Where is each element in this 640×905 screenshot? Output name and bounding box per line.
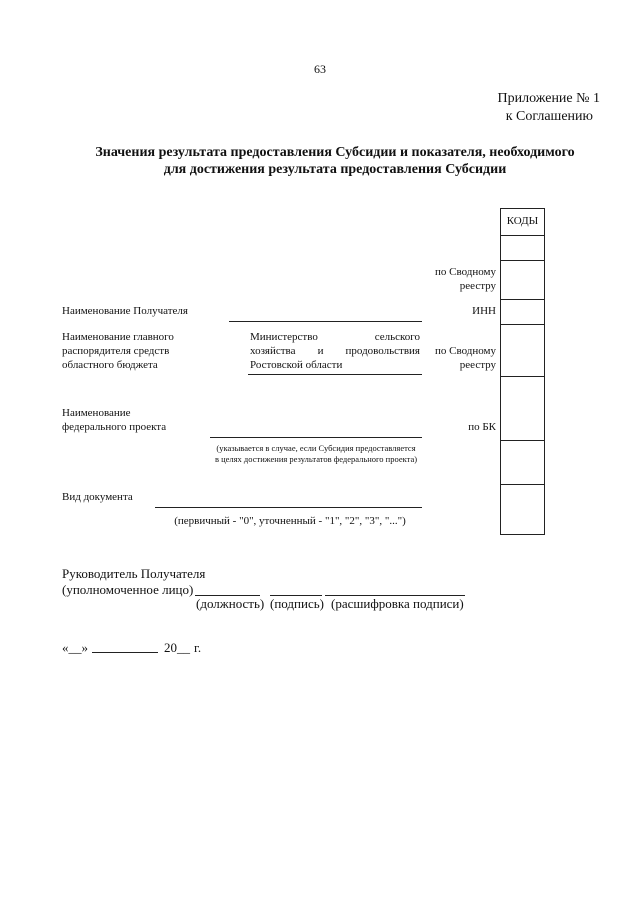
svodny-reestr-2-line-2: реестру — [459, 359, 496, 371]
date-month-line — [92, 652, 158, 653]
recipient-name-line — [229, 321, 422, 322]
ministry-word-5: продовольствия — [345, 345, 420, 357]
bk-label: по БК — [468, 421, 496, 433]
ministry-word-3: хозяйства — [250, 345, 296, 357]
fed-project-line-2: федерального проекта — [62, 421, 167, 433]
gr-main-line-2: распорядителя средств — [62, 345, 170, 357]
ministry-word-1: Министерство — [250, 331, 318, 343]
codes-cell-svodny-2 — [501, 324, 544, 376]
fed-note-line-1: (указывается в случае, если Субсидия предоставляется — [216, 443, 416, 453]
decode-caption: (расшифровка подписи) — [331, 596, 464, 611]
ministry-underline — [248, 374, 422, 375]
doc-type-note: (первичный - "0", уточненный - "1", "2", "3", "...") — [174, 515, 406, 527]
codes-cell-blank — [501, 440, 544, 484]
fed-project-line — [210, 437, 422, 438]
codes-cell-doc-type — [501, 484, 544, 534]
ministry-word-4: и — [317, 345, 324, 357]
codes-table — [500, 208, 545, 535]
ministry-line-1 — [250, 330, 420, 344]
gr-main-line-3: областного бюджета — [62, 359, 158, 371]
ministry-line-2 — [250, 344, 420, 358]
codes-cell-bk — [501, 376, 544, 440]
gr-main-line-1: Наименование главного — [62, 331, 174, 343]
codes-header: КОДЫ — [506, 215, 539, 227]
date-year: 20__ — [164, 640, 190, 655]
doc-type-line — [155, 507, 422, 508]
signature-line-1: Руководитель Получателя — [62, 566, 206, 581]
svodny-reestr-1-line-1: по Сводному — [434, 266, 496, 278]
ministry-line-3: Ростовской области — [250, 359, 343, 371]
doc-type-label: Вид документа — [62, 491, 133, 503]
date-day: «__» — [62, 640, 88, 655]
position-caption: (должность) — [196, 596, 265, 611]
title-line-2: для достижения результата предоставления Субсидии — [163, 162, 507, 177]
svodny-reestr-2-line-1: по Сводному — [434, 345, 496, 357]
title-line-1: Значения результата предоставления Субсидии и показателя, необходимого — [95, 145, 575, 160]
ministry-word-2: сельского — [374, 331, 420, 343]
recipient-name-label: Наименование Получателя — [62, 305, 188, 317]
codes-cell-1 — [501, 235, 544, 260]
codes-cell-svodny-1 — [501, 260, 544, 299]
date-suffix: г. — [194, 640, 202, 655]
appendix-line-1: Приложение № 1 — [497, 91, 600, 106]
codes-cell-inn — [501, 299, 544, 324]
fed-project-line-1: Наименование — [62, 407, 131, 419]
appendix-line-2: к Соглашению — [505, 109, 593, 124]
inn-label: ИНН — [472, 305, 496, 317]
svodny-reestr-1-line-2: реестру — [459, 280, 496, 292]
signature-line-2: (уполномоченное лицо) — [62, 582, 194, 597]
page-number: 63 — [314, 62, 326, 76]
sign-caption: (подпись) — [270, 596, 324, 611]
fed-note-line-2: в целях достижения результатов федерального проекта) — [214, 454, 418, 464]
